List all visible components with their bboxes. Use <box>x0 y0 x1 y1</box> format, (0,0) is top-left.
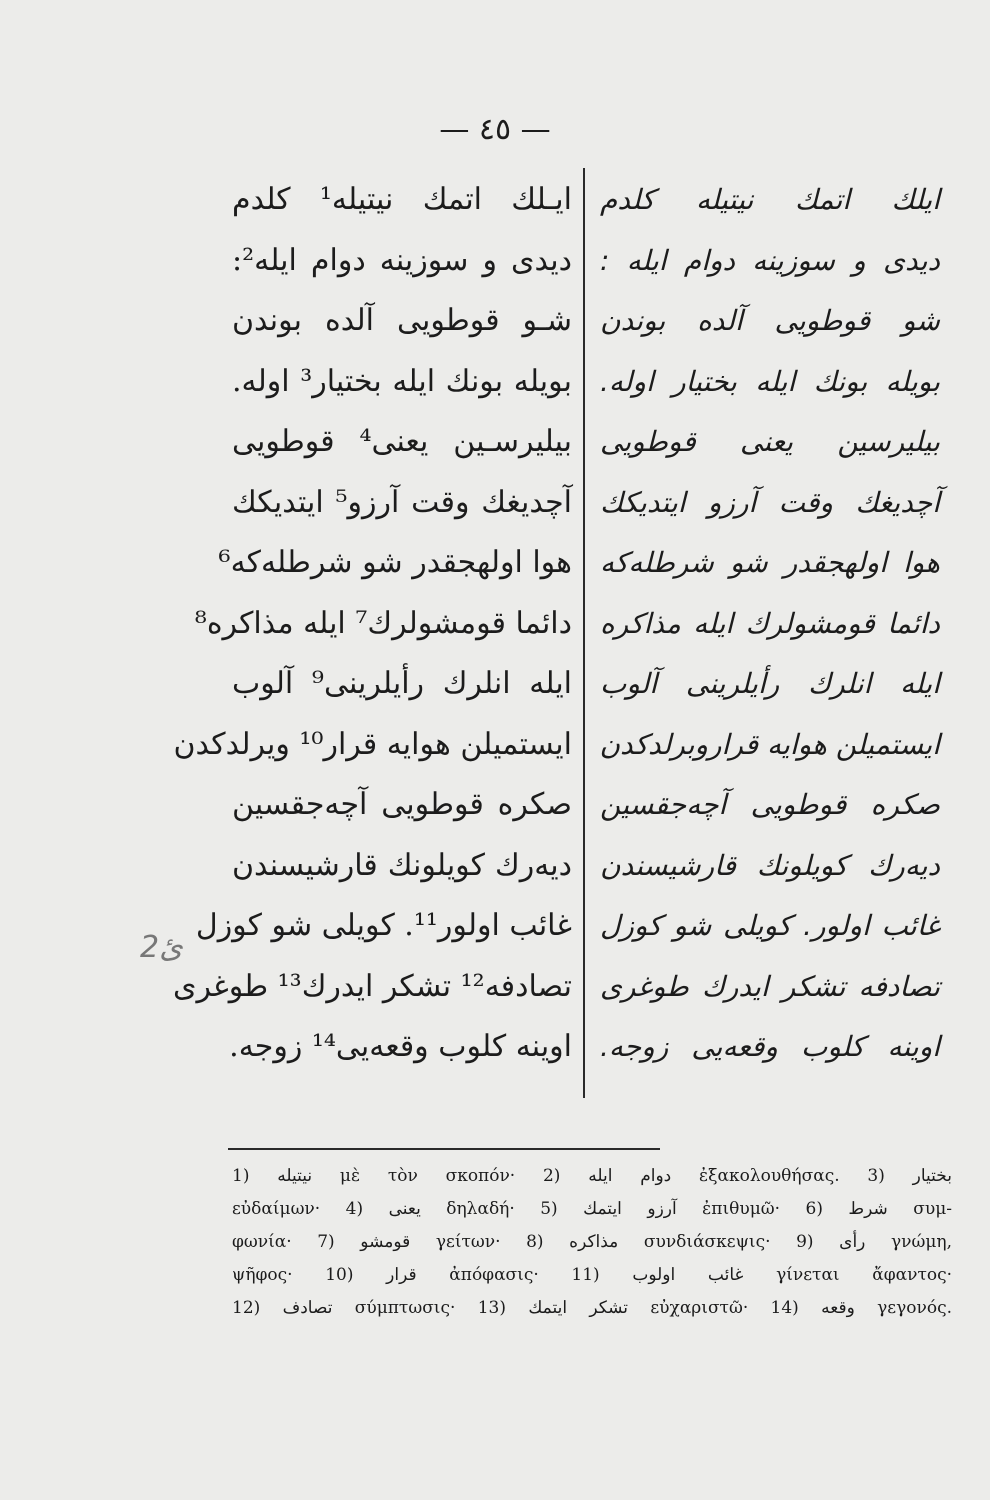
handwritten-line: اوينه كلوب وقعه‌يى زوجه. <box>600 1030 940 1063</box>
printed-line: بويله بونك ايله بختيار³ اوله. <box>232 363 572 399</box>
footnote-line: 1) نيتيله μὲ τὸν σκοπόν· 2) دوام ايله ἐξακολουθήσας. 3) بختيار <box>232 1166 952 1186</box>
handwritten-line: ايله انلرك رأيلرينى آلوب <box>600 667 940 700</box>
footnotes <box>232 1160 952 1325</box>
handwritten-line: تصادفه تشكر ايدرك طوغرى <box>600 969 940 1003</box>
handwritten-line: ايلك اتمك نيتيله كلدم <box>600 183 940 216</box>
handwritten-line: هوا اولهجقدر شو شرطله‌كه <box>600 546 940 579</box>
footnote-line: εὐδαίμων· 4) يعنى δηλαδή· 5) آرزو ايتمك ἐπιθυμῶ· 6) شرط συμ- <box>232 1199 952 1219</box>
printed-line: ايستميلن هوايه قرار¹⁰ ويرلدكدن <box>173 726 572 762</box>
printed-line: دائما قومشولرك⁷ ايله مذاكره⁸ <box>194 605 572 641</box>
printed-line: بيليرسـين يعنى⁴ قوطويى <box>232 424 572 459</box>
printed-column <box>172 170 572 1078</box>
footnote-line: φωνία· 7) قومشو γείτων· 8) مذاكره συνδιάσκεψις· 9) رأى γνώμη, <box>232 1232 952 1252</box>
printed-line: آچديغك وقت آرزو⁵ ايتديكك <box>232 484 572 520</box>
handwritten-line: آچديغك وقت آرزو ايتديكك <box>600 485 940 519</box>
printed-line: اوينه كلوب وقعه‌يى¹⁴ زوجه. <box>229 1029 572 1064</box>
printed-line: صكره قوطويى آچه‌جقسين <box>232 787 572 822</box>
printed-line: ايـلك اتمك نيتيله¹ كلدم <box>232 182 572 217</box>
column-divider <box>583 168 585 1098</box>
footnote-line: ψῆφος· 10) قرار ἀπόφασις· 11) غائب اولوب γίνεται ἄφαντος· <box>232 1265 953 1285</box>
printed-line: ايله انلرك رأيلرينى⁹ آلوب <box>232 666 572 701</box>
footnote-rule <box>228 1148 660 1150</box>
handwritten-line: ديدى و سوزينه دوام ايله : <box>600 243 940 277</box>
footnote-line: 12) تصادف σύμπτωσις· 13) تشكر ايتمك εὐχαριστῶ· 14) وقعه γεγονός. <box>232 1298 952 1318</box>
handwritten-line: صكره قوطويى آچه‌جقسين <box>600 788 940 821</box>
printed-line: ديدى و سوزينه دوام ايله²: <box>232 242 572 278</box>
handwritten-column <box>600 170 940 1078</box>
handwritten-line: بويله بونك ايله بختيار اوله. <box>600 364 940 398</box>
handwritten-line: ديه‌رك كويلونك قارشيسندن <box>600 848 940 882</box>
printed-line: غائب اولور¹¹. كويلى شو كوزل <box>195 908 572 943</box>
printed-line: شـو قوطويى آلده بوندن <box>232 303 572 338</box>
handwritten-line: غائب اولور. كويلى شو كوزل <box>600 909 940 942</box>
handwritten-line: ايستميلن هوايه قراروبرلدكدن <box>599 727 940 761</box>
page-number: — ٤٥ — <box>439 112 551 147</box>
margin-note: ئ2 <box>140 930 183 965</box>
printed-line: ديه‌رك كويلونك قارشيسندن <box>232 847 572 883</box>
printed-line: تصادفه¹² تشكر ايدرك¹³ طوغرى <box>172 968 572 1004</box>
handwritten-line: دائما قومشولرك ايله مذاكره <box>600 606 940 640</box>
printed-line: هوا اولهجقدر شو شرطله‌كه⁶ <box>218 545 572 580</box>
handwritten-line: شو قوطويى آلده بوندن <box>600 304 940 337</box>
handwritten-line: بيليرسين يعنى قوطويى <box>600 425 940 458</box>
